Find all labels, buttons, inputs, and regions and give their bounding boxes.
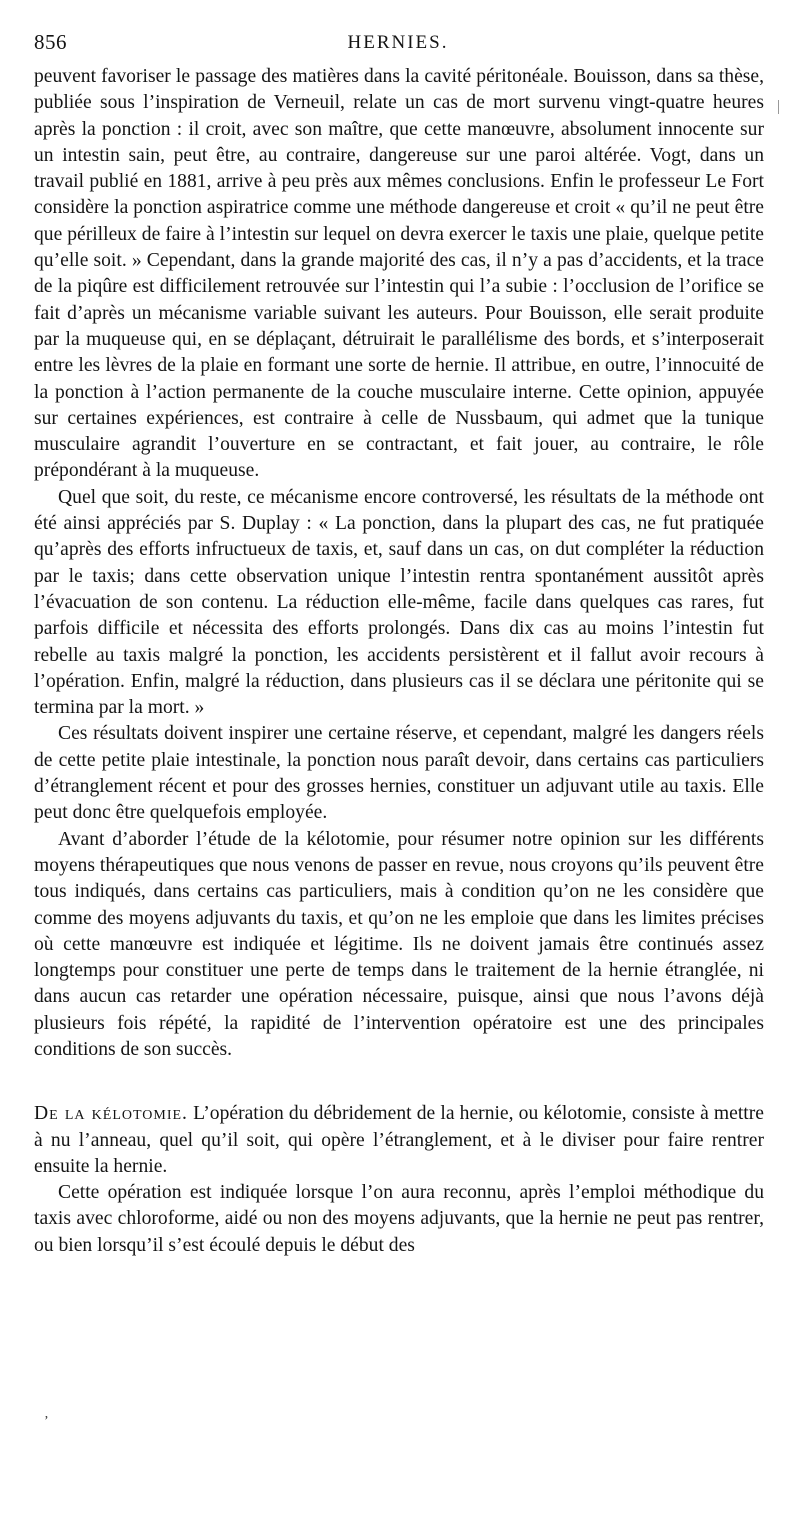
stray-mark: ʼ [44, 1414, 49, 1429]
section-intro-text: L’opération du débridement de la hernie, ou kélotomie, consiste à mettre à nu l’anneau, quel qu’il soit, qui opère l’étranglement, et à le diviser pour faire rentrer ensuite la hernie. [34, 1103, 764, 1177]
section-heading: De la kélotomie. [34, 1103, 188, 1125]
scan-edge-mark [778, 100, 779, 114]
running-title: HERNIES. [347, 32, 449, 53]
paragraph: Quel que soit, du reste, ce mécanisme encore controversé, les résultats de la méthode ont été ainsi appréciés par S. Duplay : « La ponction, dans la plupart des cas, ne fut pratiquée qu’après des efforts infructueux de taxis, et, sauf dans un cas, on dut compléter la réduction par le taxis; dans cette observation unique l’intestin rentra spontanément aussitôt après l’évacuation de son contenu. La réduction elle-même, facile dans quelques cas rares, fut parfois difficile et nécessita des efforts prolongés. Dans dix cas au moins l’intestin fut rebelle au taxis malgré la ponction, les accidents persistèrent et il fallut avoir recours à l’opération. Enfin, malgré la réduction, dans plusieurs cas il se déclara une péritonite qui se termina par la mort. » [34, 486, 764, 719]
paragraph: Avant d’aborder l’étude de la kélotomie, pour résumer notre opinion sur les différents moyens thérapeutiques que nous venons de passer en revue, nous croyons qu’ils peuvent être tous indiqués, dans certains cas particuliers, mais à condition qu’on ne les considère que comme des moyens adjuvants du taxis, et qu’on ne les emploie que dans les limites précises où cette manœuvre est indiquée et légitime. Ils ne doivent jamais être continués assez longtemps pour constituer une perte de temps dans le traitement de la hernie étranglée, ni dans aucun cas retarder une opération nécessaire, puisque, ainsi que nous l’avons déjà plusieurs fois répété, la rapidité de l’intervention opératoire est une des principales conditions de son succès. [34, 828, 764, 1060]
page-header [32, 30, 764, 56]
paragraph: Ces résultats doivent inspirer une certaine réserve, et cependant, malgré les dangers réels de cette petite plaie intestinale, la ponction nous paraît devoir, dans certains cas particuliers d’étranglement récent et pour des grosses hernies, constituer un adjuvant utile au taxis. Elle peut donc être quelquefois employée. [34, 723, 764, 824]
body-text [34, 64, 764, 1259]
page-number: 856 [34, 30, 67, 54]
paragraph: peuvent favoriser le passage des matières dans la cavité péritonéale. Bouisson, dans sa thèse, publiée sous l’inspiration de Verneuil, relate un cas de mort survenu vingt-quatre heures après la ponction : il croit, avec son maître, que cette manœuvre, absolument innocente sur un intestin sain, peut être, au contraire, dangereuse sur une paroi altérée. Vogt, dans un travail publié en 1881, arrive à peu près aux mêmes conclusions. Enfin le professeur Le Fort considère la ponction aspiratrice comme une méthode dangereuse et croit « qu’il ne peut être que périlleux de faire à l’intestin sur lequel on devra exercer le taxis une plaie, quelque petite qu’elle soit. » Cependant, dans la grande majorité des cas, il n’y a pas d’accidents, et la trace de la piqûre est difficilement retrouvée sur l’intestin qui l’a subie : l’occlusion de l’orifice se fait d’après un mécanisme variable suivant les auteurs. Pour Bouisson, elle serait produite par la muqueuse qui, en se déplaçant, détruirait le parallélisme des bords, et s’interposerait entre les lèvres de la plaie en formant une sorte de hernie. Il attribue, en outre, l’innocuité de la ponction à l’action permanente de la couche musculaire interne. Cette opinion, appuyée sur certaines expériences, est contraire à celle de Nussbaum, qui admet que la tunique musculaire agrandit l’ouverture en se contractant, et fait jouer, au contraire, le rôle prépondérant à la muqueuse. [34, 66, 764, 482]
section-intro-paragraph [34, 1101, 764, 1180]
section-gap [34, 1063, 764, 1101]
paragraph: Cette opération est indiquée lorsque l’on aura reconnu, après l’emploi méthodique du taxis avec chloroforme, aidé ou non des moyens adjuvants, que la hernie ne peut pas rentrer, ou bien lorsqu’il s’est écoulé depuis le début des [34, 1182, 764, 1256]
